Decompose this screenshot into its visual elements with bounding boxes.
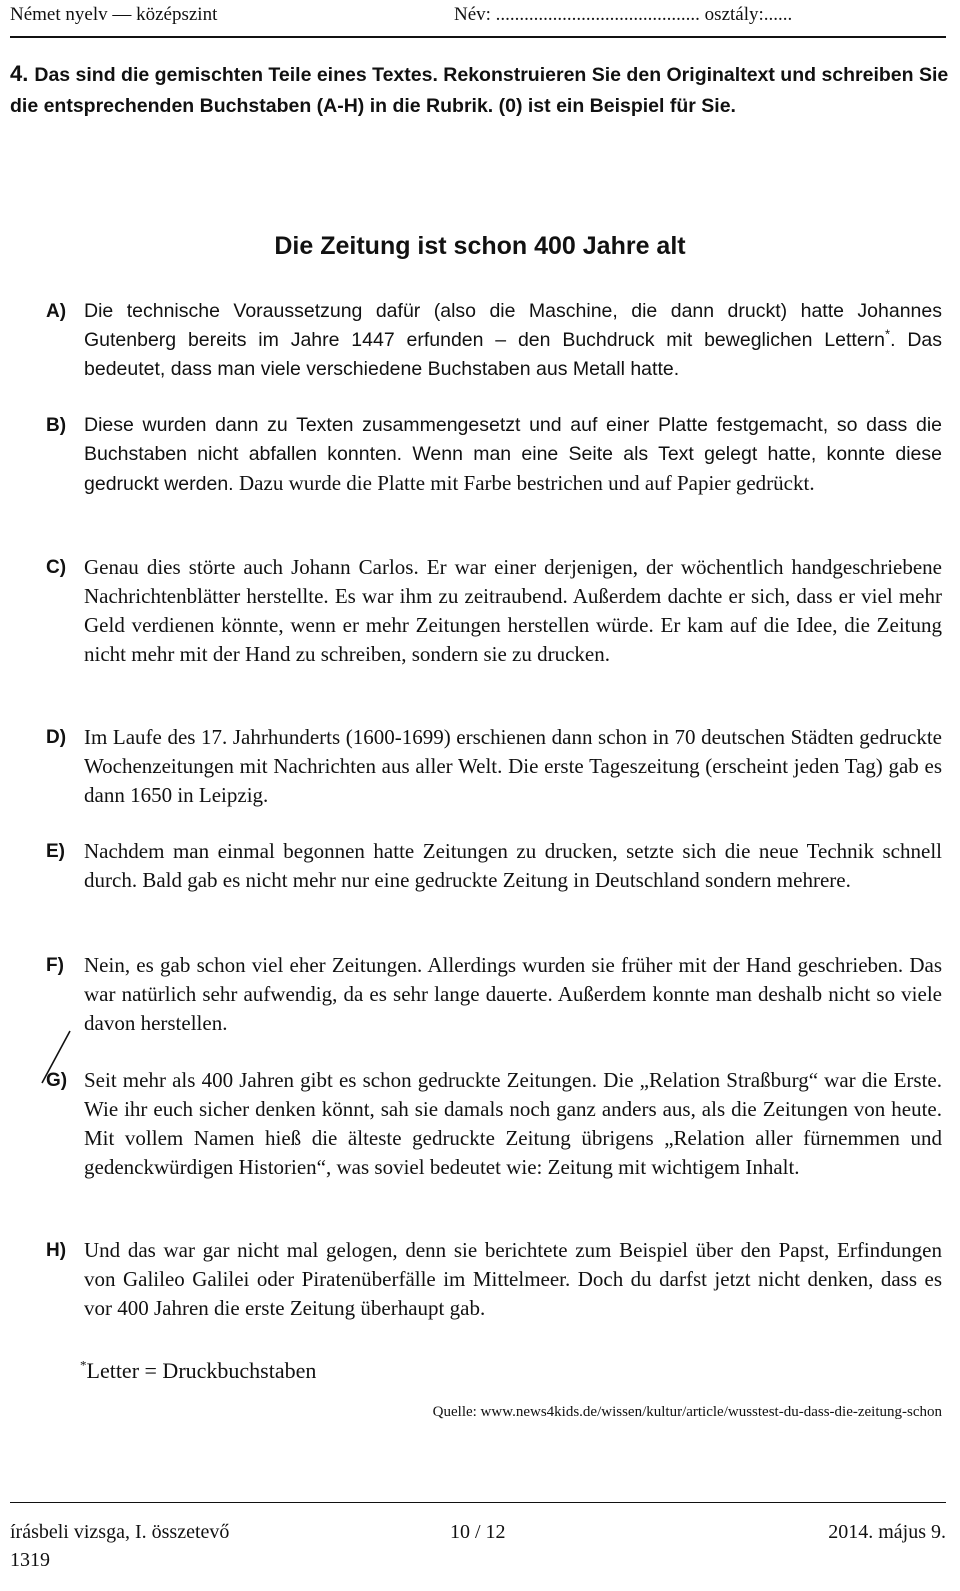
- paragraph-d: [46, 723, 942, 810]
- source-citation: Quelle: www.news4kids.de/wissen/kultur/article/wusstest-du-dass-die-zeitung-schon: [432, 1404, 942, 1420]
- paragraph-g: [46, 1066, 942, 1182]
- paragraph-b: [46, 411, 942, 499]
- example-strike-mark: [36, 1027, 76, 1087]
- paragraph-c: [46, 553, 942, 669]
- paragraph-text: Nein, es gab schon viel eher Zeitungen. Allerdings wurden sie früher mit der Hand geschrieben. Das war natürlich sehr aufwendig, da es sehr lange dauerte. Außerdem konnte man deshalb nicht so viele davon herstellen.: [84, 953, 942, 1035]
- paragraph-text-part: . Das bedeutet, dass man viele verschiedene Buchstaben aus Metall hatte.: [84, 329, 942, 380]
- paragraph-text: [84, 297, 942, 384]
- paragraph-text-part: Die technische Voraussetzung dafür (also die Maschine, die dann druckt) hatte Johannes Gutenberg bereits im Jahre 1447 erfunden – den Buchdruck mit beweglichen Lettern: [84, 300, 942, 351]
- subject-label: Német nyelv — középszint: [10, 4, 218, 25]
- name-class-field: Név: ........................................... osztály:......: [454, 4, 793, 25]
- footnote: [80, 1358, 316, 1384]
- footnote-text: Letter = Druckbuchstaben: [86, 1358, 317, 1383]
- footnote-star: *: [80, 1357, 87, 1373]
- page-footer: [10, 1502, 946, 1573]
- exam-label: írásbeli vizsga, I. összetevő: [10, 1521, 230, 1543]
- paragraph-letter: A): [46, 301, 67, 322]
- paragraph-text: Nachdem man einmal begonnen hatte Zeitungen zu drucken, setzte sich die neue Technik schnell durch. Bald gab es nicht mehr nur eine gedruckte Zeitung in Deutschland sondern mehrere.: [84, 839, 942, 892]
- paragraph-letter: E): [46, 841, 65, 862]
- page-header: [10, 2, 946, 38]
- article-title: Die Zeitung ist schon 400 Jahre alt: [274, 232, 686, 260]
- paragraph-letter: H): [46, 1240, 67, 1261]
- footnote-marker: *: [885, 326, 891, 342]
- task-instruction: [10, 58, 950, 122]
- paragraph-text-part: Diese wurden dann zu Texten zusammengesetzt und auf einer Platte festgemacht, so dass die Buchstaben nicht abfallen konnten. Wenn man eine Seite als Text gelegt hatte, konnte diese gedruckt werden.: [84, 414, 942, 495]
- paragraph-text: Genau dies störte auch Johann Carlos. Er war einer derjenigen, der wöchentlich handgeschriebene Nachrichtenblätter herstellte. Es war ihm zu zeitraubend. Außerdem dachte er sich, dass er viel mehr Geld verdienen könnte, wenn er mehr Zeitungen herstellen würde. Er kam auf die Idee, die Zeitung nicht mehr mit der Hand zu schreiben, sondern sie zu drucken.: [84, 555, 942, 666]
- paragraph-letter: C): [46, 557, 67, 578]
- task-text: Das sind die gemischten Teile eines Textes. Rekonstruieren Sie den Originaltext und schreiben Sie die entsprechenden Buchstaben (A-H) in die Rubrik. (0) ist ein Beispiel für Sie.: [10, 64, 949, 117]
- paragraph-text: Im Laufe des 17. Jahrhunderts (1600-1699) erschienen dann schon in 70 deutschen Städten gedruckte Wochenzeitungen mit Nachrichten aus aller Welt. Die erste Tageszeitung (erscheint jeden Tag) gab es dann 1650 in Leipzig.: [84, 725, 942, 807]
- paragraph-text: [84, 411, 942, 499]
- paragraph-letter: D): [46, 727, 67, 748]
- paragraph-h: [46, 1236, 942, 1323]
- paragraph-text: Seit mehr als 400 Jahren gibt es schon gedruckte Zeitungen. Die „Relation Straßburg“ war die Erste. Wie ihr euch sicher denken könnt, sah sie damals noch ganz anders aus, als die Zeitungen von heute. Mit vollem Namen hieß die älteste gedruckte Zeitung übrigens „Relation aller fürnemmen und gedenckwürdigen Historien“, was soviel bedeutet wie: Zeitung mit wichtigem Inhalt.: [84, 1068, 942, 1179]
- exam-date: 2014. május 9.: [828, 1521, 946, 1543]
- paragraph-letter: G): [46, 1070, 68, 1091]
- task-number: 4.: [10, 61, 29, 86]
- paragraph-letter: F): [46, 955, 64, 976]
- paragraph-text-part: Dazu wurde die Platte mit Farbe bestrichen und auf Papier gedrückt.: [239, 471, 815, 495]
- paragraph-e: [46, 837, 942, 895]
- paragraph-a: [46, 297, 942, 384]
- paragraph-letter: B): [46, 415, 67, 436]
- paragraph-text: Und das war gar nicht mal gelogen, denn sie berichtete zum Beispiel über den Papst, Erfindungen von Galileo Galilei oder Piratenüberfälle im Mittelmeer. Doch du darfst jetzt nicht denken, dass es vor 400 Jahren die erste Zeitung überhaupt gab.: [84, 1238, 942, 1320]
- page-number: 10 / 12: [450, 1521, 506, 1543]
- paragraph-f: [46, 951, 942, 1038]
- exam-code: 1319: [10, 1549, 50, 1571]
